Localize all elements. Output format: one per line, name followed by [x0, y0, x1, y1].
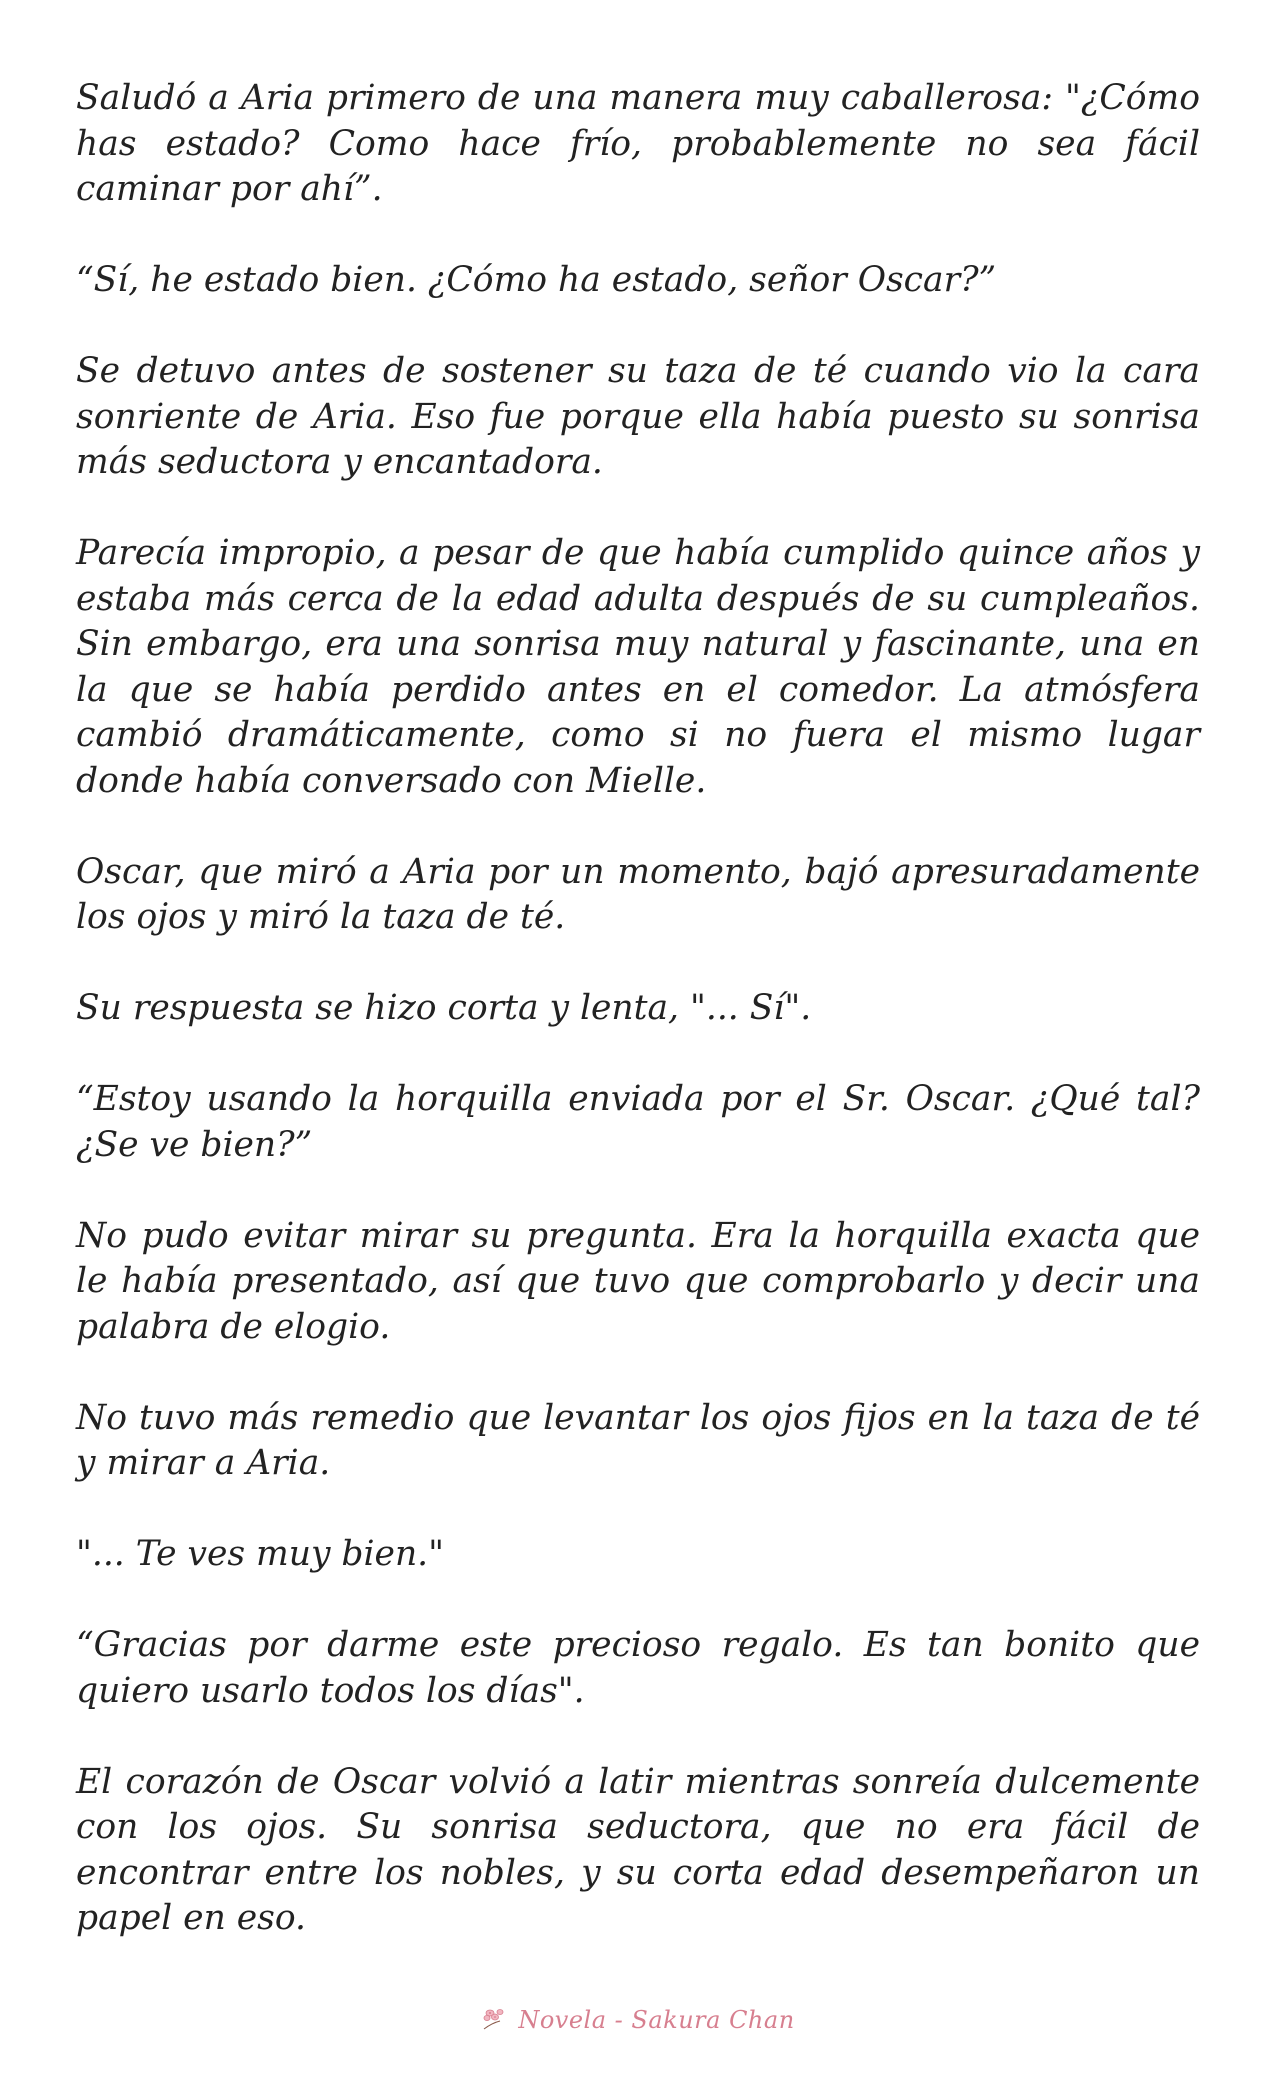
paragraph-7: “Estoy usando la horquilla enviada por el Sr. Oscar. ¿Qué tal? ¿Se ve bien?” — [76, 1079, 1200, 1165]
paragraph-12: El corazón de Oscar volvió a latir mientras sonreía dulcemente con los ojos. Su sonrisa seductora, que no era fácil de encontrar entre los nobles, y su corta edad desempeñaron un papel en eso. — [76, 1761, 1200, 1938]
paragraph-10: "... Te ves muy bien." — [76, 1534, 445, 1574]
paragraph-2: “Sí, he estado bien. ¿Cómo ha estado, señor Oscar?” — [76, 260, 997, 300]
watermark-text: Novela - Sakura Chan — [518, 2006, 795, 2034]
document-body — [76, 76, 1200, 1942]
paragraph-11: “Gracias por darme este precioso regalo. Es tan bonito que quiero usarlo todos los días". — [76, 1625, 1200, 1711]
paragraph-8: No pudo evitar mirar su pregunta. Era la horquilla exacta que le había presentado, así que tuvo que comprobarlo y decir una palabra de elogio. — [76, 1215, 1200, 1347]
watermark — [0, 2000, 1275, 2040]
paragraph-1: Saludó a Aria primero de una manera muy caballerosa: "¿Cómo has estado? Como hace frío, probablemente no sea fácil caminar por ahí”. — [76, 78, 1200, 209]
paragraph-6: Su respuesta se hizo corta y lenta, "... Sí". — [76, 988, 812, 1028]
paragraph-4: Parecía impropio, a pesar de que había cumplido quince años y estaba más cerca de la edad adulta después de su cumpleaños. Sin embargo, era una sonrisa muy natural y fascinante, una en la que se había perdido antes en el comedor. La atmósfera cambió dramáticamente, como si no fuera el mismo lugar donde había conversado con Mielle. — [76, 533, 1200, 801]
paragraph-9: No tuvo más remedio que levantar los ojos fijos en la taza de té y mirar a Aria. — [76, 1397, 1200, 1483]
sakura-flower-icon — [480, 2005, 510, 2035]
paragraph-3: Se detuvo antes de sostener su taza de té cuando vio la cara sonriente de Aria. Eso fue porque ella había puesto su sonrisa más seductora y encantadora. — [76, 351, 1200, 482]
paragraph-5: Oscar, que miró a Aria por un momento, bajó apresuradamente los ojos y miró la taza de té. — [76, 851, 1200, 937]
